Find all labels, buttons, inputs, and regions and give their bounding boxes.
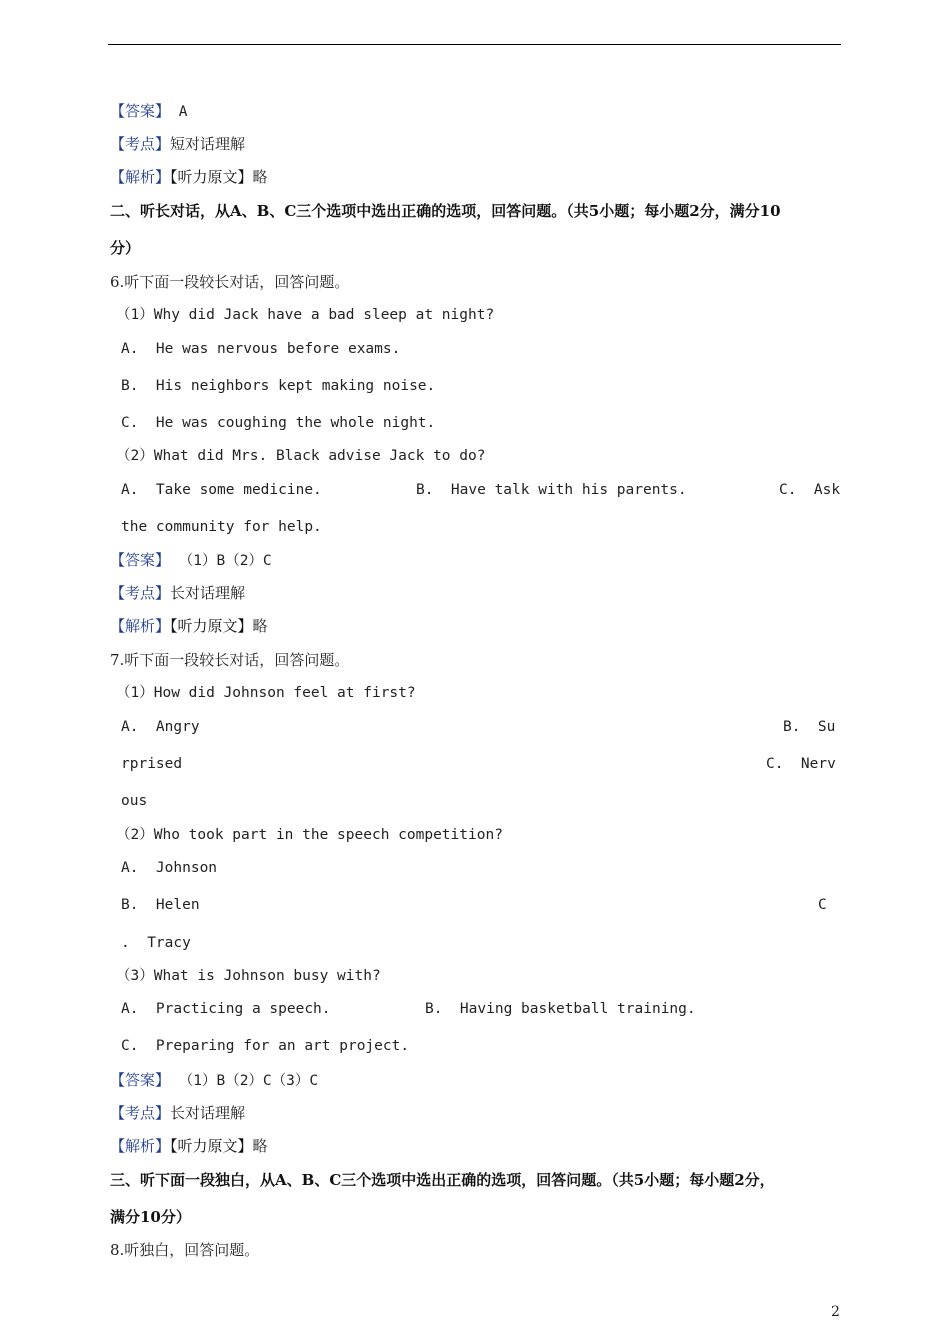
sub-question: （1）Why did Jack have a bad sleep at night? xyxy=(116,307,495,323)
section-heading-cont: 分） xyxy=(110,239,141,257)
analysis-tag: 【解析】 xyxy=(110,617,171,635)
answer-tag: 【答案】 xyxy=(110,1071,171,1089)
page-number: 2 xyxy=(831,1304,840,1320)
key-point-text: 长对话理解 xyxy=(170,584,246,602)
option: C. He was coughing the whole night. xyxy=(121,415,436,431)
transcript-tag: 【听力原文】 xyxy=(170,1137,253,1155)
header-rule xyxy=(108,44,841,45)
option: A. Angry xyxy=(121,719,200,735)
answer-tag: 【答案】 xyxy=(110,102,171,120)
answer-line xyxy=(110,550,272,571)
analysis-tag: 【解析】 xyxy=(110,168,171,186)
answer-text: A xyxy=(170,104,188,120)
option: C. Nerv xyxy=(766,756,836,772)
question-title: 7.听下面一段较长对话，回答问题。 xyxy=(110,651,350,669)
option-cont: . Tracy xyxy=(121,935,191,951)
question-title: 8.听独白，回答问题。 xyxy=(110,1241,260,1259)
analysis-text: 略 xyxy=(252,1137,268,1155)
option: C. Preparing for an art project. xyxy=(121,1038,410,1054)
key-point-text: 长对话理解 xyxy=(170,1104,246,1122)
key-point-tag: 【考点】 xyxy=(110,1104,171,1122)
option: A. Johnson xyxy=(121,860,218,876)
section-heading: 二、听长对话，从A、B、C三个选项中选出正确的选项，回答问题。（共5小题；每小题2分，满分10 xyxy=(110,202,781,220)
option: C xyxy=(818,897,827,913)
key-point-line xyxy=(110,583,245,603)
answer-tag: 【答案】 xyxy=(110,551,171,569)
option: A. He was nervous before exams. xyxy=(121,341,401,357)
key-point-tag: 【考点】 xyxy=(110,135,171,153)
question-title: 6.听下面一段较长对话，回答问题。 xyxy=(110,273,350,291)
sub-question: （2）What did Mrs. Black advise Jack to do? xyxy=(116,448,486,464)
section-heading: 三、听下面一段独白，从A、B、C三个选项中选出正确的选项，回答问题。（共5小题；每小题2分， xyxy=(110,1171,775,1189)
analysis-line xyxy=(110,1136,268,1156)
option: B. Su xyxy=(783,719,836,735)
sub-question: （2）Who took part in the speech competition? xyxy=(116,827,503,843)
answer-text: （1）B（2）C（3）C xyxy=(170,1073,319,1089)
analysis-line xyxy=(110,616,268,636)
option: B. Helen xyxy=(121,897,200,913)
option: A. Take some medicine. xyxy=(121,482,322,498)
key-point-line xyxy=(110,1103,245,1123)
analysis-text: 略 xyxy=(252,168,268,186)
answer-line xyxy=(110,101,187,122)
answer-line xyxy=(110,1070,318,1091)
option: A. Practicing a speech. xyxy=(121,1001,331,1017)
key-point-text: 短对话理解 xyxy=(170,135,246,153)
option-cont: ous xyxy=(121,793,148,809)
transcript-tag: 【听力原文】 xyxy=(170,617,253,635)
sub-question: （3）What is Johnson busy with? xyxy=(116,968,381,984)
sub-question: （1）How did Johnson feel at first? xyxy=(116,685,416,701)
key-point-tag: 【考点】 xyxy=(110,584,171,602)
key-point-line xyxy=(110,134,245,154)
analysis-line xyxy=(110,167,268,187)
transcript-tag: 【听力原文】 xyxy=(170,168,253,186)
analysis-tag: 【解析】 xyxy=(110,1137,171,1155)
option: B. His neighbors kept making noise. xyxy=(121,378,436,394)
option: B. Have talk with his parents. xyxy=(416,482,687,498)
option: B. Having basketball training. xyxy=(425,1001,696,1017)
option-cont: rprised xyxy=(121,756,183,772)
option-cont: the community for help. xyxy=(121,519,322,535)
option: C. Ask xyxy=(779,482,841,498)
answer-text: （1）B（2）C xyxy=(170,553,272,569)
analysis-text: 略 xyxy=(252,617,268,635)
section-heading-cont: 满分10分） xyxy=(110,1208,191,1226)
